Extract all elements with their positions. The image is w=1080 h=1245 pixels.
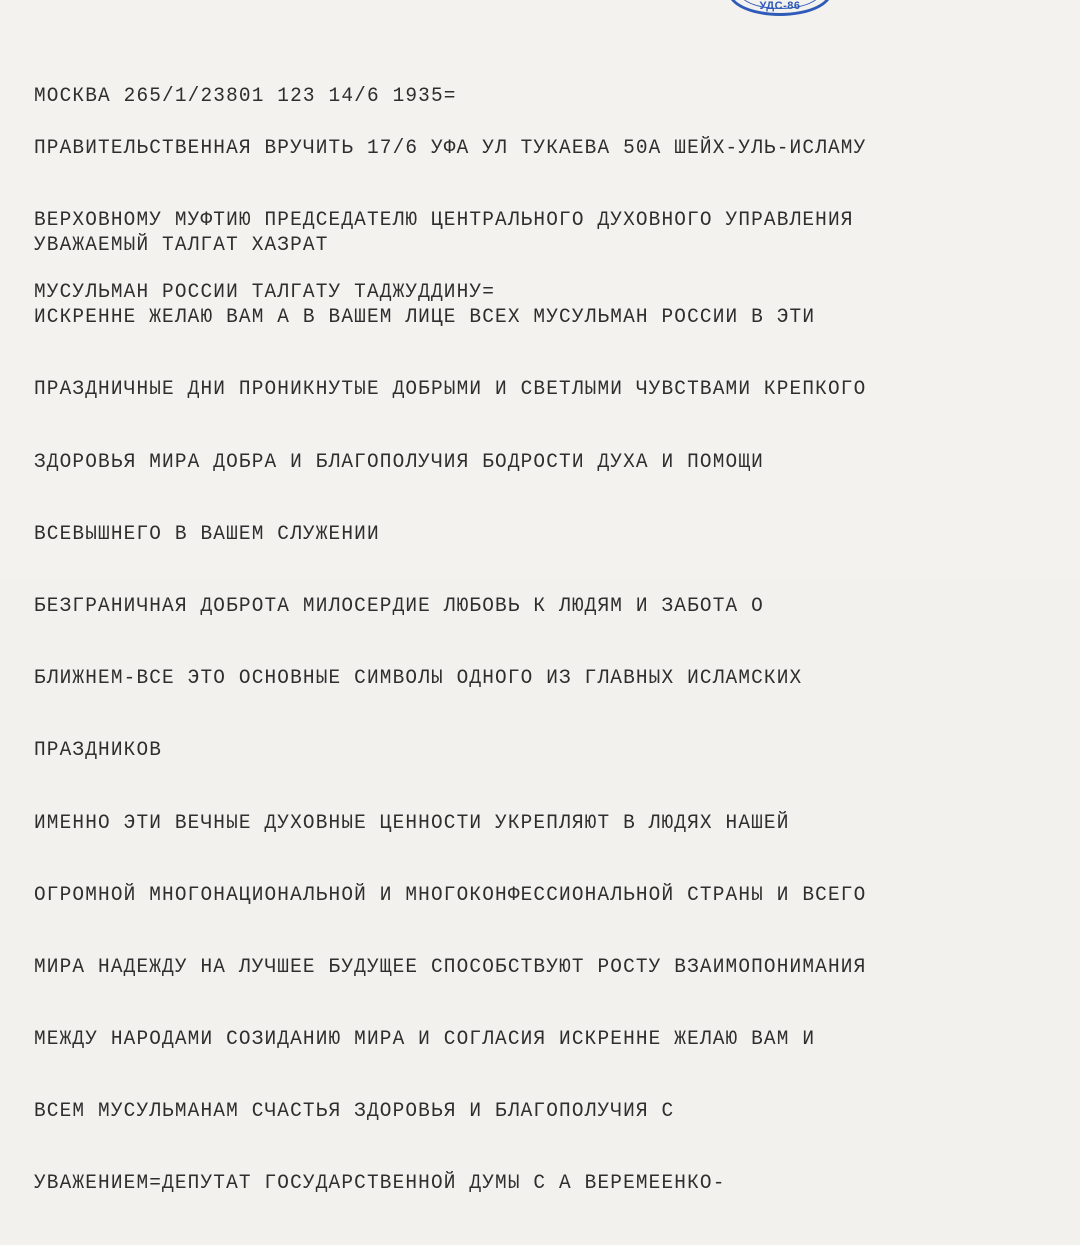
address-line: МУСУЛЬМАН РОССИИ ТАЛГАТУ ТАДЖУДДИНУ= <box>34 281 496 305</box>
signature-line: УВАЖЕНИЕМ=ДЕПУТАТ ГОСУДАРСТВЕННОЙ ДУМЫ С А ВЕРЕМЕЕНКО- <box>34 1172 726 1196</box>
body-line: ОГРОМНОЙ МНОГОНАЦИОНАЛЬНОЙ И МНОГОКОНФЕССИОНАЛЬНОЙ СТРАНЫ И ВСЕГО <box>34 883 867 907</box>
header-line: МОСКВА 265/1/23801 123 14/6 1935= <box>34 85 457 108</box>
body-line: МЕЖДУ НАРОДАМИ СОЗИДАНИЮ МИРА И СОГЛАСИЯ ИСКРЕННЕ ЖЕЛАЮ ВАМ И <box>34 1028 816 1052</box>
body-line: БЛИЖНЕМ-ВСЕ ЭТО ОСНОВНЫЕ СИМВОЛЫ ОДНОГО ИЗ ГЛАВНЫХ ИСЛАМСКИХ <box>34 667 803 691</box>
body-line: ПРАЗДНИЧНЫЕ ДНИ ПРОНИКНУТЫЕ ДОБРЫМИ И СВЕТЛЫМИ ЧУВСТВАМИ КРЕПКОГО <box>34 378 867 402</box>
body-line: ВСЕВЫШНЕГО В ВАШЕМ СЛУЖЕНИИ <box>34 522 380 546</box>
office-stamp <box>728 0 832 16</box>
telegram-body <box>34 186 866 1245</box>
salutation-line: УВАЖАЕМЫЙ ТАЛГАТ ХАЗРАТ <box>34 234 329 257</box>
body-line: ПРАЗДНИКОВ <box>34 739 163 763</box>
body-line: ИМЕННО ЭТИ ВЕЧНЫЕ ДУХОВНЫЕ ЦЕННОСТИ УКРЕПЛЯЮТ В ЛЮДЯХ НАШЕЙ <box>34 811 790 835</box>
body-line: ВСЕМ МУСУЛЬМАНАМ СЧАСТЬЯ ЗДОРОВЬЯ И БЛАГОПОЛУЧИЯ С <box>34 1100 675 1124</box>
body-line: БЕЗГРАНИЧНАЯ ДОБРОТА МИЛОСЕРДИЕ ЛЮБОВЬ К ЛЮДЯМ И ЗАБОТА О <box>34 594 764 618</box>
body-line: МИРА НАДЕЖДУ НА ЛУЧШЕЕ БУДУЩЕЕ СПОСОБСТВУЮТ РОСТУ ВЗАИМОПОНИМАНИЯ <box>34 955 867 979</box>
body-line: ЗДОРОВЬЯ МИРА ДОБРА И БЛАГОПОЛУЧИЯ БОДРОСТИ ДУХА И ПОМОЩИ <box>34 450 764 474</box>
stamp-text: УДС-86 <box>759 0 801 12</box>
address-line: ПРАВИТЕЛЬСТВЕННАЯ ВРУЧИТЬ 17/6 УФА УЛ ТУКАЕВА 50А ШЕЙХ-УЛЬ-ИСЛАМУ <box>34 137 867 160</box>
address-line: ВЕРХОВНОМУ МУФТИЮ ПРЕДСЕДАТЕЛЮ ЦЕНТРАЛЬНОГО ДУХОВНОГО УПРАВЛЕНИЯ <box>34 209 854 233</box>
body-line: ИСКРЕННЕ ЖЕЛАЮ ВАМ А В ВАШЕМ ЛИЦЕ ВСЕХ МУСУЛЬМАН РОССИИ В ЭТИ <box>34 306 816 330</box>
